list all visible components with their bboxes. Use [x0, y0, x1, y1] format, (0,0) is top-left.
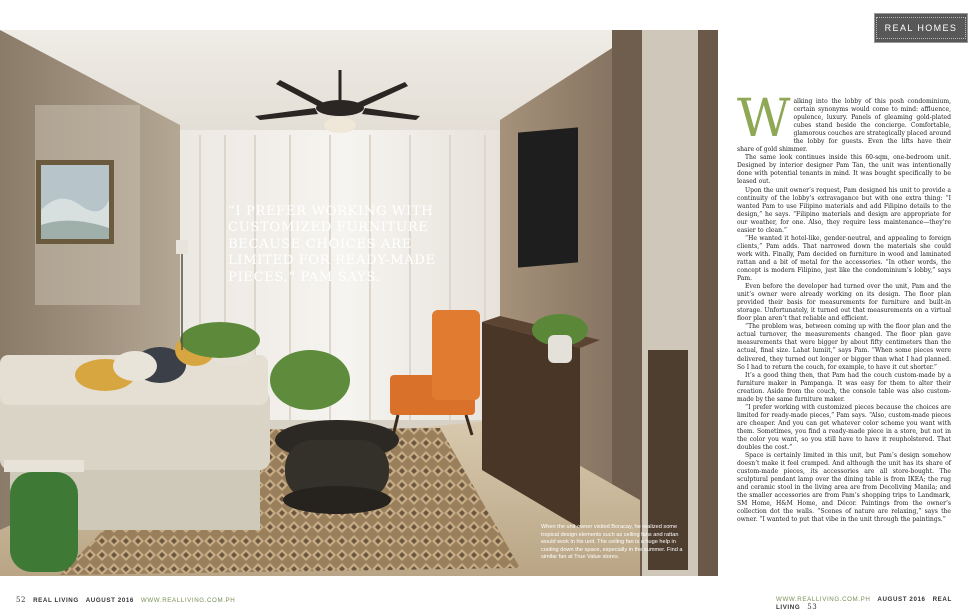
living-room-photo [0, 30, 718, 576]
article-paragraph: “I prefer working with customized pieces because the choices are limited for ready-made pieces,” Pam says. “Also, custom-made pieces are cheaper. And you can get whatever color scheme you want with them. Sometimes, you find a ready-made piece in a store, but not in the color you want, so you still have to have it reupholstered. That doubles the cost.” [737, 403, 951, 452]
section-tag [874, 13, 968, 43]
website-link-left[interactable]: WWW.REALLIVING.COM.PH [140, 597, 236, 604]
magazine-name-left: REAL LIVING [33, 597, 79, 604]
article-paragraph: “He wanted it hotel-like, gender-neutral, and appealing to foreign clients,” Pam adds. That narrowed down the materials she could work with. Finally, Pam decided on furniture in wood and laminated rattan and a bit of metal for the accessories. “In other words, the concept is modern Filipino, just like the condominium’s lobby,” says Pam. [737, 234, 951, 283]
website-link-right[interactable]: WWW.REALLIVING.COM.PH [776, 596, 871, 603]
magazine-name-right: REAL LIVING [776, 596, 952, 611]
article-paragraph: Upon the unit owner’s request, Pam designed his unit to provide a continuity of the lobby’s extravagance but with one extra thing: “I wanted Pam to use Filipino materials and add Filipino details to the design,” he says. “Filipino materials and design are appropriate for our weather, for one. Also, they require less maintenance—they’re easier to clean.” [737, 186, 951, 234]
article-paragraph: alking into the lobby of this posh condominium, certain synonyms would come to mind: affluence, opulence, luxury. Panels of gleaming gold-plated cubes stand beside the concierge. Comfortable, glamorous couches are strategically placed around the lobby for guests. Even the lifts have their share of gold shimmer. [737, 98, 951, 154]
article-paragraph: Even before the developer had turned over the unit, Pam and the unit’s owner were already working on its design. The floor plan provided their basis for measurements for furniture and built-in storage. Unfortunately, it turned out that measurements on a virtual floor plan aren’t that reliable and efficient. [737, 283, 951, 323]
pull-quote: “I PREFER WORKING WITH CUSTOMIZED FURNITURE BECAUSE CHOICES ARE LIMITED FOR READY-MADE PIECES,” PAM SAYS. [228, 204, 436, 285]
page-number-right: 53 [807, 603, 818, 611]
section-tag-label: REAL HOMES [876, 17, 967, 39]
issue-date-left: AUGUST 2016 [85, 597, 134, 604]
article-paragraph: The same look continues inside this 60-sqm, one-bedroom unit. Designed by interior designer Pam Tan, the unit was intentionally done with potential tenants in mind. It was bought specifically to be leased out. [737, 154, 951, 186]
photo-caption: When the unit owner visited Boracay, he realized some tropical design elements such as ceiling fans and rattan would work in his unit. The ceiling fan is a huge help in cooling down the space, especially in the summer. Find a similar fan at True Value stores. [541, 524, 683, 561]
article-paragraph: Space is certainly limited in this unit, but Pam’s design somehow doesn’t make it feel cramped. And although the unit has its share of custom-made pieces, its accessories are all store-bought. The sculptural pendant lamp over the dining table is from IKEA; the rug and ceramic stool in the living area are from Decoliving Manila; and the smaller accessories are from Pam’s shopping trips to Landmark, SM Home, H&M Home, and Décor. Paintings from the owner’s collection dot the walls. “Scenes of nature are relaxing,” says the owner. “I wanted to put that vibe in the unit through the paintings.” [737, 452, 951, 524]
footer-right [776, 596, 980, 611]
article-paragraph: “The problem was, between coming up with the floor plan and the actual turnover, the measurements changed. The floor plan gave measurements that were bigger by about fifty centimeters than the actual, final size. Lahat lumiit,” says Pam. “When some pieces were delivered, they turned out longer or bigger than what I had planned. So I had to return the couch, for example, to have it cut shorter.” [737, 323, 951, 371]
footer-left [16, 596, 235, 604]
article-body [737, 89, 951, 524]
article-paragraph: It’s a good thing then, that Pam had the couch custom-made by a furniture maker in Pampanga. It was easy for them to alter their creation. Aside from the couch, the console table was also custom-made by the same furniture maker. [737, 371, 951, 403]
issue-date-right: AUGUST 2016 [877, 596, 926, 603]
page-number-left: 52 [16, 596, 27, 604]
living-room-illustration [0, 30, 718, 576]
drop-cap: W [737, 89, 791, 149]
